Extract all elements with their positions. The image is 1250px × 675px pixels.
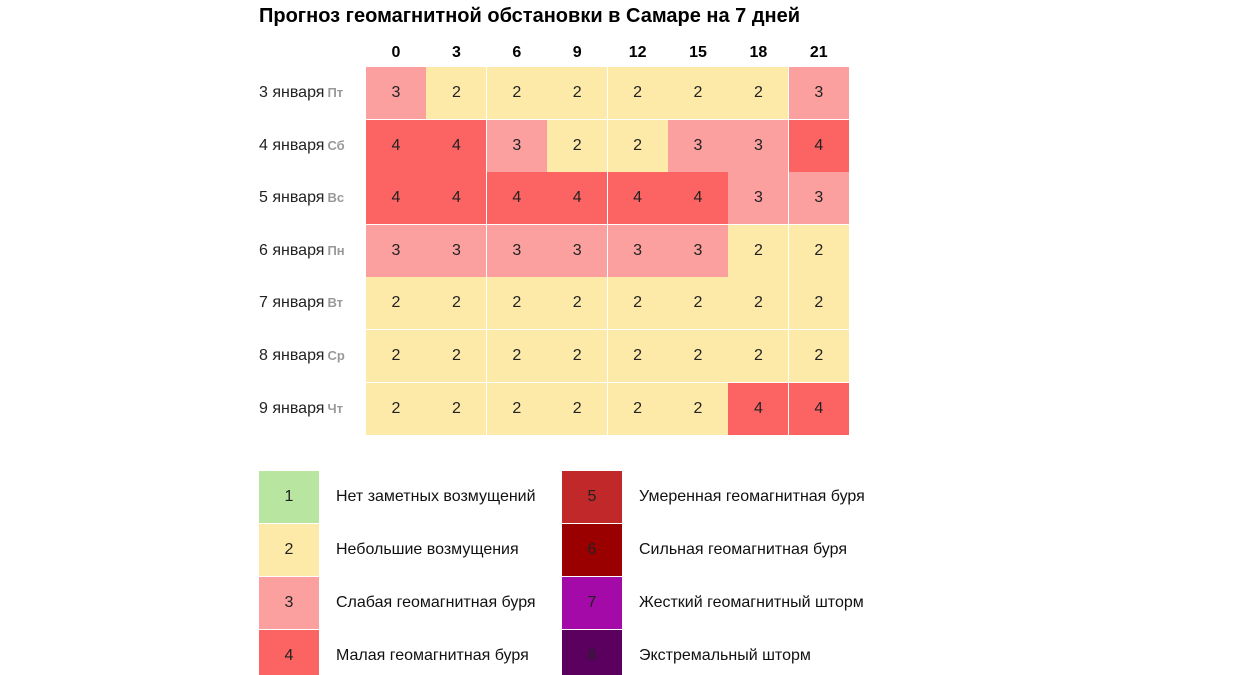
heatmap-cell: 2 [487,67,548,120]
heatmap-cell: 2 [487,330,548,383]
date-row-label [259,120,345,172]
legend-swatch: 2 [259,524,319,576]
heatmap-cell: 2 [426,330,487,383]
legend-swatch: 5 [562,471,622,523]
date-text: 3 января [259,84,325,101]
heatmap-cell: 4 [426,120,487,173]
hour-tick-label: 0 [391,44,401,61]
heatmap-cell: 2 [789,225,850,278]
heatmap-cell: 3 [668,120,729,173]
heatmap-cell: 2 [426,277,487,330]
date-row-label [259,67,343,119]
date-row-label [259,383,343,435]
heatmap-cell: 4 [426,172,487,225]
heatmap-cell: 2 [789,330,850,383]
hour-tick-label: 15 [689,44,707,61]
heatmap-cell: 2 [668,330,729,383]
heatmap-cell: 3 [366,225,427,278]
heatmap-cell: 2 [547,277,608,330]
legend-label: Сильная геомагнитная буря [639,541,847,558]
heatmap-cell: 2 [728,277,789,330]
weekday-text: Ср [327,348,345,363]
date-text: 6 января [259,241,325,259]
heatmap-cell: 2 [728,330,789,383]
date-row-label [259,225,345,277]
legend-label: Жесткий геомагнитный шторм [639,594,864,611]
heatmap-cell: 2 [608,67,669,120]
legend-label: Слабая геомагнитная буря [336,594,536,611]
heatmap-cell: 2 [547,383,608,436]
heatmap-cell: 3 [487,120,548,173]
heatmap-cell: 2 [728,67,789,120]
hour-tick-label: 18 [749,44,768,61]
heatmap-cell: 3 [728,120,789,173]
heatmap-cell: 4 [366,120,427,173]
heatmap-cell: 3 [366,67,427,120]
heatmap-cell: 2 [366,277,427,330]
heatmap-cell: 2 [547,120,608,173]
heatmap-cell: 2 [487,383,548,436]
legend-swatch: 6 [562,524,622,576]
legend-label: Экстремальный шторм [639,647,811,664]
date-text: 8 января [259,347,325,364]
weekday-text: Пт [327,85,344,100]
heatmap-cell: 2 [426,67,487,120]
heatmap-cell: 4 [728,383,789,436]
weekday-text: Вс [327,190,345,206]
date-row-label [259,330,345,382]
date-row-label [259,277,343,329]
heatmap-cell: 2 [728,225,789,278]
date-text: 4 января [259,136,325,154]
heatmap-cell: 2 [668,67,729,120]
weekday-text: Пн [327,242,345,258]
heatmap-cell: 4 [487,172,548,225]
heatmap-cell: 2 [426,383,487,436]
heatmap-cell: 3 [728,172,789,225]
date-text: 9 января [259,399,325,417]
heatmap-cell: 3 [789,172,850,225]
hour-tick-label: 21 [809,44,828,61]
date-row-label [259,172,344,224]
legend-swatch: 1 [259,471,319,523]
heatmap-cell: 2 [608,277,669,330]
heatmap-cell: 2 [547,330,608,383]
weekday-text: Вт [327,295,344,311]
heatmap-cell: 3 [426,225,487,278]
heatmap-cell: 4 [547,172,608,225]
heatmap-cell: 4 [789,120,850,173]
legend-swatch: 4 [259,630,319,675]
legend-swatch: 7 [562,577,622,629]
heatmap-cell: 2 [668,383,729,436]
heatmap-cell: 3 [547,225,608,278]
hour-tick-label: 3 [451,44,461,61]
hour-tick-label: 9 [572,44,582,61]
heatmap-cell: 4 [789,383,850,436]
chart-title: Прогноз геомагнитной обстановки в Самаре на 7 дней [259,5,801,27]
legend-label: Небольшие возмущения [336,541,519,558]
heatmap-cell: 2 [366,330,427,383]
legend-swatch: 8 [562,630,622,675]
heatmap-cell: 4 [366,172,427,225]
heatmap-cell: 2 [608,383,669,436]
heatmap-cell: 4 [668,172,729,225]
date-text: 7 января [259,294,325,312]
heatmap-cell: 2 [487,277,548,330]
heatmap-cell: 2 [608,120,669,173]
legend-label: Малая геомагнитная буря [336,647,529,664]
legend-label: Нет заметных возмущений [336,488,536,505]
heatmap-cell: 2 [366,383,427,436]
heatmap-cell: 2 [789,277,850,330]
legend-swatch: 3 [259,577,319,629]
heatmap-cell: 2 [547,67,608,120]
heatmap-cell: 3 [789,67,850,120]
heatmap-cell: 3 [668,225,729,278]
heatmap-cell: 3 [487,225,548,278]
hour-tick-label: 6 [512,44,522,61]
heatmap-cell: 3 [608,225,669,278]
heatmap-cell: 2 [608,330,669,383]
hour-tick-label: 12 [628,44,647,61]
weekday-text: Сб [327,137,345,153]
weekday-text: Чт [327,400,343,416]
heatmap-cell: 4 [608,172,669,225]
heatmap-cell: 2 [668,277,729,330]
date-text: 5 января [259,189,325,207]
legend-label: Умеренная геомагнитная буря [639,488,865,505]
